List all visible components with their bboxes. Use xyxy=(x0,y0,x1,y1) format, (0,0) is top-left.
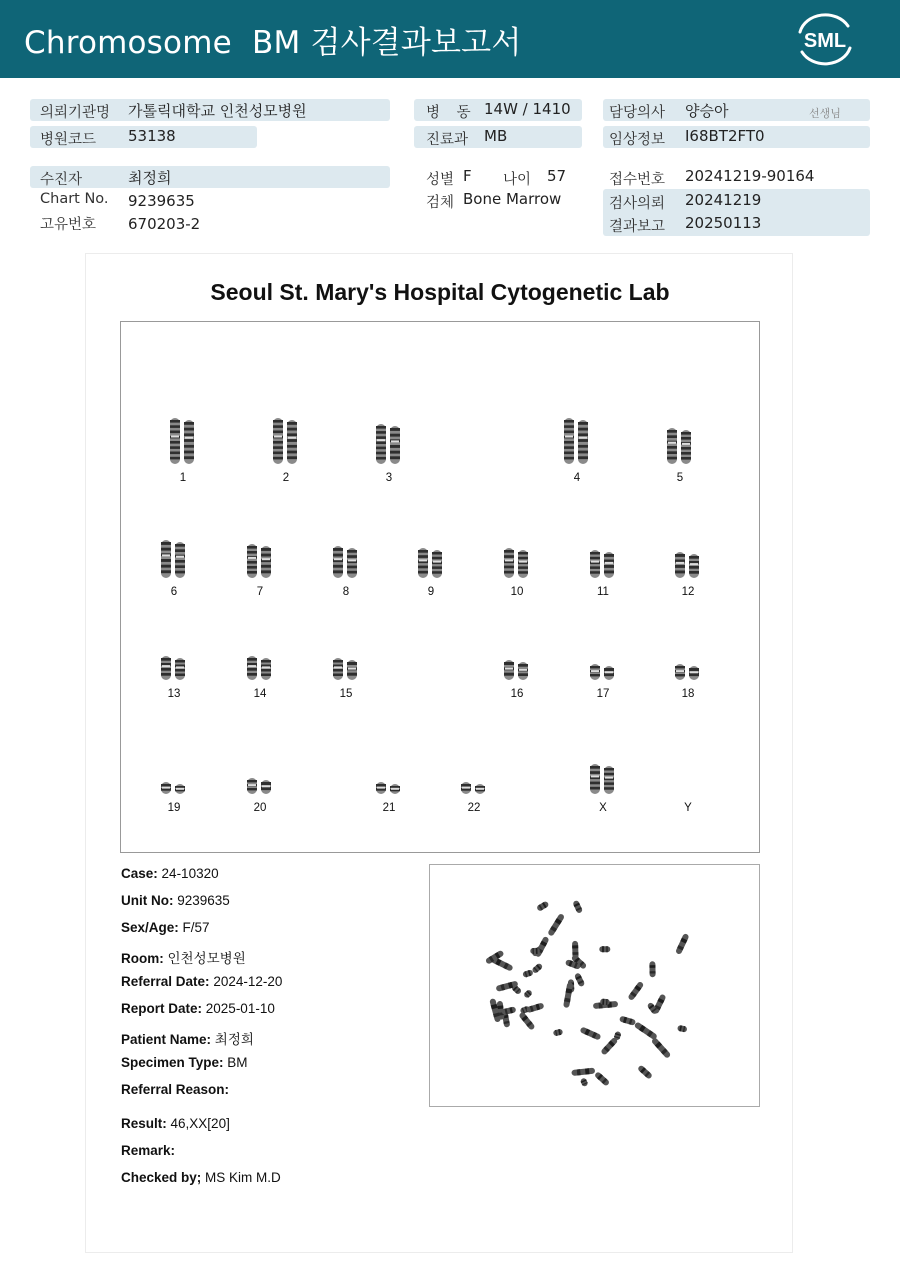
chromosome-label-11: 11 xyxy=(597,586,609,598)
metaphase-chromosome xyxy=(675,933,690,955)
patient-value: 최정희 xyxy=(128,169,172,187)
metaphase-chromosome xyxy=(572,941,579,959)
chromosome-label-15: 15 xyxy=(339,688,353,700)
chromosome-pair-15 xyxy=(330,658,362,682)
chromosome-label-16: 16 xyxy=(510,688,524,700)
metaphase-chromosome xyxy=(530,948,540,954)
metaphase-chromosome xyxy=(518,1011,535,1030)
request-label: 검사의뢰 xyxy=(609,196,666,212)
chromosome-pair-1 xyxy=(167,418,199,466)
chromosome-pair-22 xyxy=(458,782,490,796)
chromosome-pair-16 xyxy=(501,660,533,682)
chromosome-pair-8 xyxy=(330,546,362,580)
chromosome-pair-x xyxy=(587,764,619,796)
specimen-type-line: Specimen Type: BM xyxy=(121,1055,248,1070)
receipt-label: 접수번호 xyxy=(609,172,666,188)
metaphase-chromosome xyxy=(619,1016,636,1026)
chromosome-label-4: 4 xyxy=(573,472,581,484)
chromosome-pair-12 xyxy=(672,552,704,580)
metaphase-chromosome xyxy=(637,1065,653,1080)
chromosome-label-2: 2 xyxy=(282,472,290,484)
metaphase-chromosome xyxy=(600,999,610,1006)
sml-logo-icon xyxy=(792,10,858,68)
chromosome-pair-14 xyxy=(244,656,276,682)
metaphase-chromosome xyxy=(594,1071,610,1086)
chromosome-label-7: 7 xyxy=(256,586,264,598)
metaphase-chromosome xyxy=(522,969,534,978)
chart-value: 9239635 xyxy=(128,192,195,210)
remark-line: Remark: xyxy=(121,1143,176,1158)
metaphase-chromosome xyxy=(574,972,585,987)
metaphase-chromosome xyxy=(649,961,655,977)
doctor-label: 담당의사 xyxy=(609,105,666,121)
chromosome-label-9: 9 xyxy=(427,586,435,598)
clinical-value: I68BT2FT0 xyxy=(685,127,765,145)
referral-date-line: Referral Date: 2024-12-20 xyxy=(121,974,283,989)
logo-text: SML xyxy=(803,30,847,52)
chromosome-pair-10 xyxy=(501,548,533,580)
metaphase-chromosome xyxy=(651,1037,672,1059)
chromosome-pair-5 xyxy=(664,428,696,466)
report-label: 결과보고 xyxy=(609,219,666,235)
doctor-value: 양승아 xyxy=(685,102,729,120)
chromosome-label-6: 6 xyxy=(170,586,178,598)
chromosome-pair-11 xyxy=(587,550,619,580)
metaphase-chromosome xyxy=(572,900,583,914)
chromosome-pair-21 xyxy=(373,782,405,796)
chromosome-label-y: Y xyxy=(684,802,692,814)
specimen-value: Bone Marrow xyxy=(463,190,562,208)
metaphase-chromosome xyxy=(571,1068,595,1076)
metaphase-chromosome xyxy=(599,946,610,952)
unit-line: Unit No: 9239635 xyxy=(121,893,230,908)
chromosome-label-12: 12 xyxy=(681,586,695,598)
ward-value: 14W / 1410 xyxy=(484,100,571,118)
chromosome-label-20: 20 xyxy=(253,802,267,814)
request-value: 20241219 xyxy=(685,191,762,209)
institution-value: 가톨릭대학교 인천성모병원 xyxy=(128,102,307,120)
chromosome-label-5: 5 xyxy=(676,472,684,484)
chromosome-label-19: 19 xyxy=(167,802,181,814)
metaphase-chromosome xyxy=(580,1026,602,1040)
metaphase-image xyxy=(429,864,760,1107)
metaphase-chromosome xyxy=(534,936,549,958)
doctor-suffix: 선생님 xyxy=(809,107,841,120)
chart-label: Chart No. xyxy=(40,191,109,207)
metaphase-chromosome xyxy=(563,982,573,1008)
karyogram-box xyxy=(120,321,760,853)
age-label: 나이 xyxy=(503,172,532,188)
department-value: MB xyxy=(484,127,508,145)
metaphase-chromosome xyxy=(523,989,533,999)
metaphase-chromosome xyxy=(531,962,543,974)
metaphase-chromosome xyxy=(501,1006,516,1015)
chromosome-label-1: 1 xyxy=(179,472,187,484)
chromosome-label-10: 10 xyxy=(510,586,524,598)
chromosome-label-8: 8 xyxy=(342,586,350,598)
report-date-line: Report Date: 2025-01-10 xyxy=(121,1001,275,1016)
chromosome-pair-3 xyxy=(373,424,405,466)
metaphase-chromosome xyxy=(553,1029,564,1037)
hospital-code-label: 병원코드 xyxy=(40,132,97,148)
patient-name-line: Patient Name: 최정희 xyxy=(121,1032,254,1047)
metaphase-chromosome xyxy=(526,1002,545,1013)
sex-value: F xyxy=(463,167,472,185)
chromosome-pair-9 xyxy=(415,548,447,580)
report-value: 20250113 xyxy=(685,214,762,232)
chromosome-pair-13 xyxy=(158,656,190,682)
metaphase-chromosome xyxy=(627,981,644,1001)
chromosome-label-13: 13 xyxy=(167,688,181,700)
chromosome-pair-2 xyxy=(270,418,302,466)
chromosome-pair-19 xyxy=(158,782,190,796)
metaphase-spread-icon xyxy=(430,865,761,1108)
metaphase-chromosome xyxy=(580,1077,589,1087)
chromosome-label-3: 3 xyxy=(385,472,393,484)
clinical-label: 임상정보 xyxy=(609,132,666,148)
metaphase-chromosome xyxy=(547,913,565,937)
chromosome-label-14: 14 xyxy=(253,688,267,700)
chromosome-pair-7 xyxy=(244,544,276,580)
case-line: Case: 24-10320 xyxy=(121,866,219,881)
chromosome-label-18: 18 xyxy=(681,688,695,700)
id-label: 고유번호 xyxy=(40,217,97,233)
chromosome-label-22: 22 xyxy=(467,802,481,814)
lab-title: Seoul St. Mary's Hospital Cytogenetic Lab xyxy=(210,279,670,305)
room-line: Room: 인천성모병원 xyxy=(121,951,246,966)
chromosome-pair-17 xyxy=(587,664,619,682)
checked-line: Checked by; MS Kim M.D xyxy=(121,1170,281,1185)
report-header xyxy=(0,0,900,78)
chromosome-label-17: 17 xyxy=(596,688,610,700)
referral-reason-line: Referral Reason: xyxy=(121,1082,230,1097)
chromosome-label-21: 21 xyxy=(382,802,396,814)
age-value: 57 xyxy=(547,167,567,185)
chromosome-label-x: X xyxy=(599,802,607,814)
chromosome-pair-4 xyxy=(561,418,593,466)
karyotype-report xyxy=(85,253,793,1253)
chromosome-pair-20 xyxy=(244,778,276,796)
result-line: Result: 46,XX[20] xyxy=(121,1116,230,1131)
receipt-value: 20241219-90164 xyxy=(685,167,815,185)
metaphase-chromosome xyxy=(677,1025,688,1033)
id-value: 670203-2 xyxy=(128,215,201,233)
institution-label: 의뢰기관명 xyxy=(40,105,111,121)
sex-label: 성별 xyxy=(426,172,455,188)
chromosome-pair-18 xyxy=(672,664,704,682)
chromosome-pair-6 xyxy=(158,540,190,580)
metaphase-chromosome xyxy=(634,1021,658,1040)
department-label: 진료과 xyxy=(426,132,469,148)
metaphase-chromosome xyxy=(536,900,549,911)
sexage-line: Sex/Age: F/57 xyxy=(121,920,210,935)
patient-label: 수진자 xyxy=(40,172,83,188)
specimen-label: 검체 xyxy=(426,195,455,211)
report-title: Chromosome BM 검사결과보고서 xyxy=(24,25,522,61)
ward-label: 병 동 xyxy=(426,105,477,121)
hospital-code-value: 53138 xyxy=(128,127,176,145)
